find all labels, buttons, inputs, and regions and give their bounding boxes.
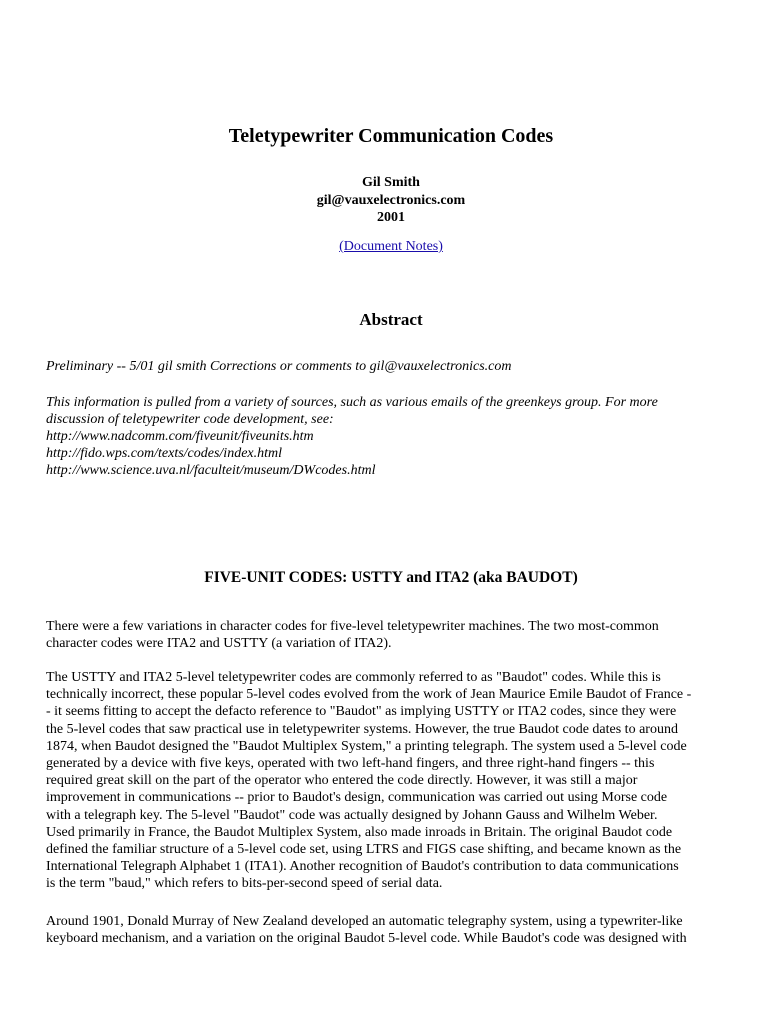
document-title: Teletypewriter Communication Codes [228, 125, 554, 147]
paragraph-line: Used primarily in France, the Baudot Multiplex System, also made inroads in Britain. The original Baudot code [46, 824, 673, 840]
document-year: 2001 [377, 210, 405, 225]
paragraph-line: - it seems fitting to accept the defacto reference to "Baudot" as implying USTTY or ITA2 codes, since they were [46, 704, 677, 720]
paragraph-line: keyboard mechanism, and a variation on the original Baudot 5-level code. While Baudot's code was designed with [46, 931, 687, 947]
paragraph-line: 1874, when Baudot designed the "Baudot Multiplex System," a printing telegraph. The system used a 5-level code [46, 738, 687, 754]
abstract-heading: Abstract [359, 310, 423, 329]
paragraph-line: defined the familiar structure of a 5-level code set, using LTRS and FIGS case shifting, and became known as the [46, 842, 682, 858]
paragraph-line: The USTTY and ITA2 5-level teletypewriter codes are commonly referred to as "Baudot" codes. While this is [46, 670, 661, 685]
abstract-text-line: discussion of teletypewriter code development, see: [46, 412, 334, 427]
document-notes-link[interactable]: (Document Notes) [339, 239, 443, 254]
author-name: Gil Smith [362, 175, 420, 190]
body-paragraph-baudot-history [46, 669, 736, 893]
document-notes-link-container [46, 238, 736, 256]
body-paragraph-murray [46, 913, 736, 947]
body-paragraph-intro [46, 618, 736, 652]
abstract-text-line: This information is pulled from a variety of sources, such as various emails of the greenkeys group. For more [46, 395, 658, 410]
paragraph-line: is the term "baud," which refers to bits-per-second speed of serial data. [46, 876, 443, 892]
source-url: http://www.science.uva.nl/faculteit/museum/DWcodes.html [46, 463, 376, 478]
paragraph-line: technically incorrect, these popular 5-level codes evolved from the work of Jean Maurice Emile Baudot of France - [46, 687, 692, 703]
paragraph-line: generated by a device with five keys, operated with two left-hand fingers, and three right-hand fingers -- this [46, 756, 655, 772]
paragraph-line: Around 1901, Donald Murray of New Zealand developed an automatic telegraphy system, using a typewriter-like [46, 914, 683, 929]
author-block [46, 174, 736, 227]
source-url: http://fido.wps.com/texts/codes/index.html [46, 446, 283, 461]
abstract-sources-paragraph [46, 394, 736, 479]
paragraph-line: improvement in communications -- prior to Baudot's design, communication was carried out using Morse code [46, 790, 668, 806]
section-heading: FIVE-UNIT CODES: USTTY and ITA2 (aka BAUDOT) [204, 569, 578, 586]
paragraph-line: character codes were ITA2 and USTTY (a variation of ITA2). [46, 636, 392, 652]
paragraph-line: required great skill on the part of the operator who entered the code directly. However, it was still a major [46, 773, 638, 789]
paragraph-line: the 5-level codes that saw practical use in teletypewriter systems. However, the true Baudot code dates to around [46, 721, 678, 737]
paragraph-line: with a telegraph key. The 5-level "Baudot" code was actually designed by Johann Gauss and Wilhelm Weber. [46, 807, 658, 823]
author-email: gil@vauxelectronics.com [316, 192, 466, 208]
paragraph-line: International Telegraph Alphabet 1 (ITA1). Another recognition of Baudot's contribution to data communications [46, 859, 679, 875]
paragraph-line: There were a few variations in character codes for five-level teletypewriter machines. The two most-common [46, 619, 659, 634]
abstract-preliminary-note: Preliminary -- 5/01 gil smith Corrections or comments to gil@vauxelectronics.com [46, 359, 512, 374]
source-url: http://www.nadcomm.com/fiveunit/fiveunits.htm [46, 429, 314, 444]
